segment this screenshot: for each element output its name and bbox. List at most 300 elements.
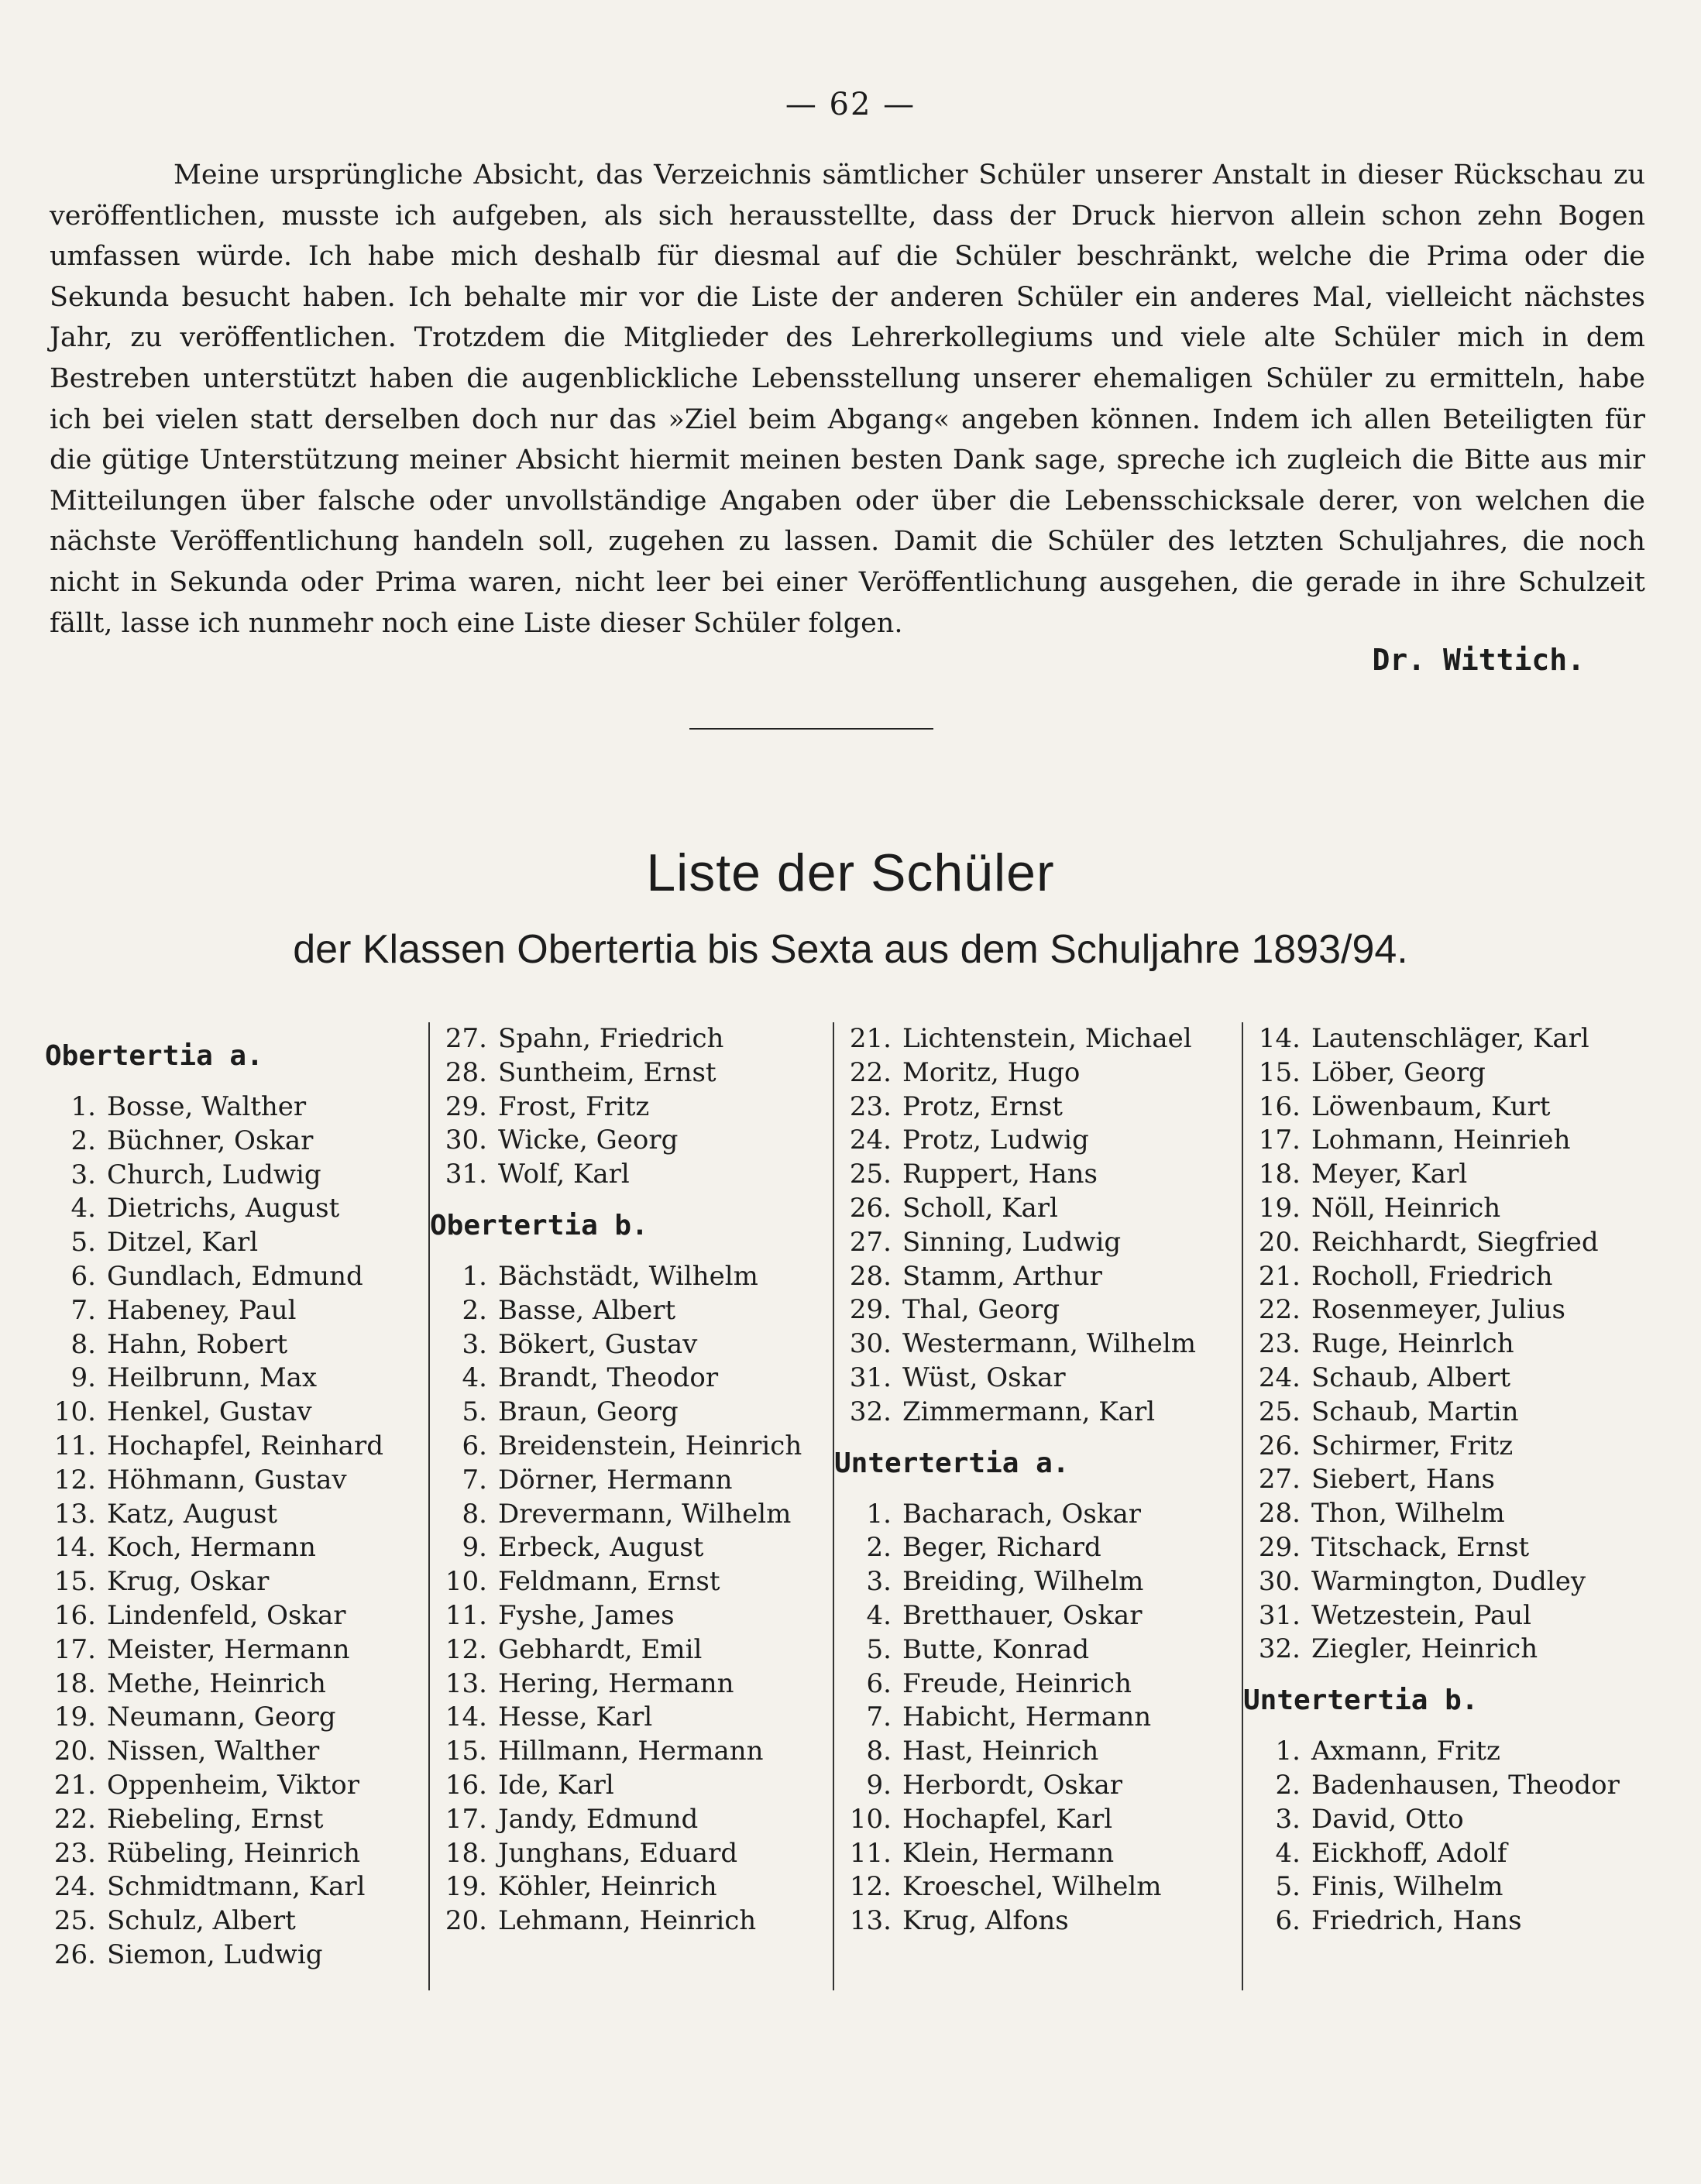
student-name: Schulz, Albert (107, 1905, 296, 1937)
student-name: Friedrich, Hans (1311, 1905, 1522, 1937)
entry-number: 15. (53, 1566, 96, 1598)
student-entry (45, 1599, 424, 1633)
column-1 (45, 1022, 424, 1990)
student-entry (45, 1125, 424, 1159)
entry-number: 32. (1258, 1633, 1301, 1665)
student-name: Hahn, Robert (107, 1328, 288, 1360)
entry-number: 10. (445, 1566, 487, 1598)
entry-number: 4. (1275, 1837, 1301, 1869)
class-heading: Untertertia b. (1243, 1684, 1479, 1717)
student-name: Eickhoff, Adolf (1311, 1837, 1507, 1869)
student-entry (840, 1293, 1241, 1327)
student-name: Titschack, Ernst (1311, 1531, 1530, 1563)
entry-number: 5. (866, 1633, 892, 1665)
student-entry (1249, 1430, 1677, 1464)
student-name: Lichtenstein, Michael (902, 1023, 1192, 1054)
entry-number: 1. (866, 1498, 892, 1530)
entry-number: 3. (462, 1328, 487, 1360)
student-name: Krug, Oskar (107, 1566, 270, 1598)
student-entry (436, 1531, 833, 1565)
student-entry (436, 1260, 833, 1294)
student-name: Schirmer, Fritz (1311, 1430, 1514, 1461)
list-title: Liste der Schüler (646, 843, 1055, 902)
entry-number: 16. (53, 1599, 96, 1631)
student-entry (436, 1328, 833, 1362)
student-name: Wüst, Oskar (902, 1362, 1066, 1393)
student-entry (840, 1531, 1241, 1565)
entry-number: 12. (445, 1633, 487, 1665)
student-name: Bächstädt, Wilhelm (498, 1260, 758, 1292)
student-entry (436, 1124, 833, 1158)
entry-number: 19. (1258, 1192, 1301, 1224)
entry-number: 25. (53, 1905, 96, 1937)
student-name: Methe, Heinrich (107, 1667, 326, 1699)
student-name: Axmann, Fritz (1311, 1736, 1500, 1767)
student-name: Höhmann, Gustav (107, 1464, 347, 1495)
student-entry (45, 1328, 424, 1362)
student-entry (840, 1396, 1241, 1430)
student-name: Scholl, Karl (902, 1192, 1058, 1224)
student-entry (436, 1599, 833, 1633)
entry-number: 15. (445, 1736, 487, 1767)
student-name: Bökert, Gustav (498, 1328, 698, 1360)
student-name: Rosenmeyer, Julius (1311, 1294, 1565, 1326)
entry-number: 27. (1258, 1464, 1301, 1495)
entry-number: 12. (53, 1464, 96, 1495)
entry-number: 9. (462, 1532, 487, 1564)
student-entry (1249, 1124, 1677, 1158)
student-entry (840, 1633, 1241, 1667)
student-name: Basse, Albert (498, 1294, 676, 1326)
student-name: Erbeck, August (498, 1532, 704, 1564)
entry-number: 31. (849, 1362, 892, 1393)
student-entry (840, 1837, 1241, 1871)
student-list (430, 1260, 833, 1938)
student-entry (436, 1633, 833, 1667)
student-entry (1249, 1362, 1677, 1396)
student-name: Schmidtmann, Karl (107, 1871, 366, 1903)
student-name: Dörner, Hermann (498, 1464, 733, 1495)
entry-number: 4. (866, 1599, 892, 1631)
student-name: Braun, Georg (498, 1396, 679, 1428)
student-name: Klein, Hermann (902, 1837, 1115, 1869)
student-name: Stamm, Arthur (902, 1260, 1102, 1292)
entry-number: 13. (849, 1905, 892, 1937)
student-name: Brandt, Theodor (498, 1362, 719, 1394)
entry-number: 21. (849, 1023, 892, 1054)
student-name: Neumann, Georg (107, 1702, 336, 1733)
student-entry (840, 1701, 1241, 1735)
student-name: Breiding, Wilhelm (902, 1566, 1144, 1598)
entry-number: 13. (53, 1498, 96, 1530)
student-name: Protz, Ludwig (902, 1125, 1089, 1156)
entry-number: 30. (849, 1328, 892, 1360)
entry-number: 8. (70, 1328, 96, 1360)
student-entry (840, 1667, 1241, 1702)
student-name: Löber, Georg (1311, 1056, 1486, 1088)
entry-number: 19. (53, 1702, 96, 1733)
student-entry (436, 1667, 833, 1702)
entry-number: 22. (1258, 1294, 1301, 1326)
entry-number: 3. (70, 1159, 96, 1190)
student-name: Feldmann, Ernst (498, 1566, 720, 1598)
student-entry (45, 1870, 424, 1904)
student-entry (45, 1260, 424, 1294)
student-name: Bosse, Walther (107, 1091, 307, 1122)
student-entry (436, 1837, 833, 1871)
student-entry (840, 1769, 1241, 1803)
student-name: Gundlach, Edmund (107, 1260, 363, 1292)
student-entry (45, 1531, 424, 1565)
student-name: Hering, Hermann (498, 1667, 734, 1699)
entry-number: 25. (1258, 1396, 1301, 1427)
student-list (834, 1498, 1241, 1938)
entry-number: 2. (70, 1125, 96, 1156)
student-name: Hillmann, Hermann (498, 1736, 764, 1767)
student-entry (840, 1599, 1241, 1633)
student-entry (1249, 1327, 1677, 1362)
student-entry (1249, 1735, 1677, 1769)
entry-number: 29. (1258, 1531, 1301, 1563)
student-name: Schaub, Martin (1311, 1396, 1519, 1427)
student-entry (840, 1192, 1241, 1226)
student-name: Rocholl, Friedrich (1311, 1260, 1553, 1292)
entry-number: 17. (53, 1633, 96, 1665)
student-name: Oppenheim, Viktor (107, 1769, 359, 1801)
intro-paragraph: Meine ursprüngliche Absicht, das Verzeichnis sämtlicher Schüler unserer Anstalt in dieser Rückschau zu veröffentlichen, musste ich aufgeben, als sich herausstellte, dass der Druck hiervon allein schon zehn Bogen umfassen würde. Ich habe mich deshalb für diesmal auf die Schüler beschränkt, welche die Prima oder die Sekunda besucht haben. Ich behalte mir vor die Liste der anderen Schüler ein anderes Mal, vielleicht nächstes Jahr, zu veröffentlichen. Trotzdem die Mitglieder des Lehrerkollegiums und viele alte Schüler mich in dem Bestreben unterstützt haben die augenblickliche Lebensstellung unserer ehemaligen Schüler zu ermitteln, habe ich bei vielen statt derselben doch nur das »Ziel beim Abgang« angeben können. Indem ich allen Beteiligten für die gütige Unterstützung meiner Absicht hiermit meinen besten Dank sage, spreche ich zugleich die Bitte aus mir Mitteilungen über falsche oder unvollständige Angaben oder über die Lebensschicksale derer, von welchen die nächste Veröffentlichung handeln soll, zugehen zu lassen. Damit die Schüler des letzten Schuljahres, die noch nicht in Sekunda oder Prima waren, nicht leer bei einer Veröffentlichung ausgehen, die gerade in ihre Schulzeit fällt, lasse ich nunmehr noch eine Liste dieser Schüler folgen. (50, 160, 1645, 639)
entry-number: 8. (866, 1736, 892, 1767)
entry-number: 26. (53, 1938, 96, 1970)
student-entry (436, 1870, 833, 1904)
student-entry (436, 1701, 833, 1735)
entry-number: 29. (849, 1294, 892, 1326)
entry-number: 30. (445, 1125, 487, 1156)
student-entry (45, 1226, 424, 1260)
student-entry (436, 1769, 833, 1803)
student-entry (436, 1396, 833, 1430)
entry-number: 12. (849, 1871, 892, 1903)
student-entry (45, 1667, 424, 1702)
student-name: Beger, Richard (902, 1532, 1101, 1564)
entry-number: 21. (1258, 1260, 1301, 1292)
entry-number: 27. (445, 1023, 487, 1054)
student-name: Riebeling, Ernst (107, 1803, 324, 1835)
student-name: Bacharach, Oskar (902, 1498, 1141, 1530)
student-entry (45, 1803, 424, 1837)
entry-number: 2. (462, 1294, 487, 1326)
entry-number: 16. (1258, 1090, 1301, 1122)
student-entry (45, 1904, 424, 1938)
student-name: Meister, Hermann (107, 1633, 350, 1665)
student-name: Protz, Ernst (902, 1090, 1063, 1122)
entry-number: 2. (866, 1532, 892, 1564)
student-entry (45, 1362, 424, 1396)
student-name: Nöll, Heinrich (1311, 1192, 1501, 1224)
entry-number: 3. (866, 1566, 892, 1598)
class-heading: Obertertia a. (45, 1040, 263, 1072)
entry-number: 23. (849, 1090, 892, 1122)
student-entry (840, 1904, 1241, 1938)
student-name: Warmington, Dudley (1311, 1565, 1586, 1597)
student-name: Zimmermann, Karl (902, 1396, 1156, 1427)
student-entry (45, 1938, 424, 1973)
entry-number: 30. (1258, 1565, 1301, 1597)
class-heading: Obertertia b. (430, 1209, 648, 1241)
entry-number: 26. (849, 1192, 892, 1224)
student-name: Finis, Wilhelm (1311, 1871, 1503, 1903)
entry-number: 7. (866, 1702, 892, 1733)
student-entry (436, 1294, 833, 1328)
student-name: Dietrichs, August (107, 1193, 340, 1224)
entry-number: 13. (445, 1667, 487, 1699)
student-entry (1249, 1565, 1677, 1599)
student-name: Büchner, Oskar (107, 1125, 314, 1156)
student-name: Lautenschläger, Karl (1311, 1023, 1589, 1054)
student-list (430, 1022, 833, 1192)
separator-rule (689, 728, 933, 730)
entry-number: 22. (53, 1803, 96, 1835)
entry-number: 4. (462, 1362, 487, 1394)
student-name: Freude, Heinrich (902, 1667, 1132, 1699)
student-entry (45, 1633, 424, 1667)
entry-number: 28. (849, 1260, 892, 1292)
student-name: Wetzestein, Paul (1311, 1599, 1532, 1631)
student-name: Junghans, Eduard (498, 1837, 738, 1869)
entry-number: 7. (462, 1464, 487, 1495)
entry-number: 1. (1275, 1736, 1301, 1767)
student-entry (436, 1056, 833, 1090)
student-list (834, 1022, 1241, 1430)
entry-number: 19. (445, 1871, 487, 1903)
signature: Dr. Wittich. (1372, 643, 1585, 677)
student-entry (1249, 1090, 1677, 1125)
student-entry (840, 1056, 1241, 1090)
student-entry (1249, 1769, 1677, 1803)
student-entry (840, 1803, 1241, 1837)
student-name: David, Otto (1311, 1803, 1464, 1835)
student-entry (45, 1192, 424, 1226)
student-name: Bretthauer, Oskar (902, 1599, 1143, 1631)
entry-number: 6. (70, 1260, 96, 1292)
entry-number: 11. (53, 1430, 96, 1461)
entry-number: 5. (462, 1396, 487, 1428)
student-entry (436, 1498, 833, 1532)
student-name: Suntheim, Ernst (498, 1056, 716, 1088)
entry-number: 18. (1258, 1159, 1301, 1190)
student-entry (840, 1498, 1241, 1532)
entry-number: 25. (849, 1159, 892, 1190)
entry-number: 5. (1275, 1871, 1301, 1903)
student-entry (436, 1735, 833, 1769)
student-name: Kroeschel, Wilhelm (902, 1871, 1162, 1903)
student-name: Hesse, Karl (498, 1702, 653, 1733)
student-name: Katz, August (107, 1498, 278, 1530)
student-entry (436, 1090, 833, 1125)
entry-number: 28. (1258, 1498, 1301, 1530)
student-entry (840, 1260, 1241, 1294)
student-entry (45, 1498, 424, 1532)
student-name: Hast, Heinrich (902, 1736, 1099, 1767)
student-entry (436, 1904, 833, 1938)
student-entry (45, 1294, 424, 1328)
entry-number: 11. (849, 1837, 892, 1869)
entry-number: 32. (849, 1396, 892, 1427)
entry-number: 20. (53, 1736, 96, 1767)
student-name: Moritz, Hugo (902, 1056, 1081, 1088)
student-name: Frost, Fritz (498, 1090, 650, 1122)
student-name: Breidenstein, Heinrich (498, 1430, 802, 1461)
student-entry (1249, 1293, 1677, 1327)
student-name: Butte, Konrad (902, 1633, 1090, 1665)
student-entry (436, 1362, 833, 1396)
student-entry (1249, 1837, 1677, 1871)
student-entry (45, 1735, 424, 1769)
entry-number: 23. (1258, 1328, 1301, 1360)
student-entry (45, 1464, 424, 1498)
student-name: Meyer, Karl (1311, 1159, 1468, 1190)
student-entry (1249, 1904, 1677, 1938)
student-entry (1249, 1022, 1677, 1056)
entry-number: 6. (462, 1430, 487, 1461)
entry-number: 29. (445, 1090, 487, 1122)
class-heading: Untertertia a. (834, 1447, 1070, 1479)
entry-number: 9. (70, 1362, 96, 1394)
entry-number: 17. (1258, 1125, 1301, 1156)
column-2 (428, 1022, 833, 1990)
student-entry (45, 1396, 424, 1430)
entry-number: 24. (1258, 1362, 1301, 1393)
student-entry (840, 1226, 1241, 1260)
student-entry (840, 1735, 1241, 1769)
entry-number: 5. (70, 1227, 96, 1259)
student-entry (436, 1803, 833, 1837)
student-name: Fyshe, James (498, 1599, 675, 1631)
student-name: Lehmann, Heinrich (498, 1905, 757, 1937)
entry-number: 17. (445, 1803, 487, 1835)
entry-number: 10. (53, 1396, 96, 1428)
student-entry (1249, 1463, 1677, 1497)
student-name: Church, Ludwig (107, 1159, 321, 1190)
student-name: Krug, Alfons (902, 1905, 1069, 1937)
student-entry (840, 1870, 1241, 1904)
student-name: Ruppert, Hans (902, 1159, 1098, 1190)
entry-number: 26. (1258, 1430, 1301, 1461)
student-name: Ziegler, Heinrich (1311, 1633, 1538, 1665)
student-entry (1249, 1870, 1677, 1904)
student-entry (45, 1565, 424, 1599)
student-entry (436, 1565, 833, 1599)
student-entry (1249, 1056, 1677, 1090)
student-name: Badenhausen, Theodor (1311, 1769, 1620, 1801)
student-name: Ruge, Heinrlch (1311, 1328, 1514, 1360)
student-entry (1249, 1599, 1677, 1633)
entry-number: 4. (70, 1193, 96, 1224)
student-entry (436, 1022, 833, 1056)
entry-number: 31. (445, 1159, 487, 1190)
list-subtitle: der Klassen Obertertia bis Sexta aus dem Schuljahre 1893/94. (293, 927, 1408, 972)
student-entry (840, 1124, 1241, 1158)
student-name: Sinning, Ludwig (902, 1226, 1122, 1258)
student-entry (1249, 1803, 1677, 1837)
student-entry (1249, 1531, 1677, 1565)
student-name: Rübeling, Heinrich (107, 1837, 361, 1869)
entry-number: 20. (445, 1905, 487, 1937)
student-name: Habeney, Paul (107, 1294, 297, 1326)
student-entry (45, 1837, 424, 1871)
student-name: Heilbrunn, Max (107, 1362, 318, 1394)
student-entry (1249, 1226, 1677, 1260)
entry-number: 1. (462, 1260, 487, 1292)
entry-number: 1. (70, 1091, 96, 1122)
column-3 (833, 1022, 1241, 1990)
student-name: Koch, Hermann (107, 1532, 316, 1564)
student-name: Jandy, Edmund (498, 1803, 699, 1835)
entry-number: 16. (445, 1769, 487, 1801)
entry-number: 8. (462, 1498, 487, 1530)
student-entry (840, 1565, 1241, 1599)
student-list (1243, 1735, 1677, 1938)
student-name: Siebert, Hans (1311, 1464, 1495, 1495)
entry-number: 6. (866, 1667, 892, 1699)
student-name: Drevermann, Wilhelm (498, 1498, 792, 1530)
student-entry (436, 1464, 833, 1498)
student-name: Henkel, Gustav (107, 1396, 312, 1428)
student-entry (1249, 1633, 1677, 1667)
student-name: Reichhardt, Siegfried (1311, 1226, 1599, 1258)
entry-number: 14. (445, 1702, 487, 1733)
entry-number: 18. (445, 1837, 487, 1869)
student-name: Thal, Georg (902, 1294, 1060, 1326)
entry-number: 28. (445, 1056, 487, 1088)
student-name: Wicke, Georg (498, 1125, 679, 1156)
student-name: Löwenbaum, Kurt (1311, 1090, 1551, 1122)
column-4 (1242, 1022, 1677, 1990)
student-entry (1249, 1192, 1677, 1226)
student-entry (840, 1022, 1241, 1056)
entry-number: 14. (53, 1532, 96, 1564)
student-entry (45, 1430, 424, 1464)
entry-number: 3. (1275, 1803, 1301, 1835)
student-name: Habicht, Hermann (902, 1702, 1152, 1733)
student-name: Hochapfel, Karl (902, 1803, 1113, 1835)
student-name: Nissen, Walther (107, 1736, 320, 1767)
entry-number: 27. (849, 1226, 892, 1258)
student-entry (45, 1701, 424, 1735)
student-name: Köhler, Heinrich (498, 1871, 717, 1903)
student-entry (1249, 1396, 1677, 1430)
entry-number: 20. (1258, 1226, 1301, 1258)
student-name: Thon, Wilhelm (1311, 1498, 1505, 1530)
entry-number: 24. (849, 1125, 892, 1156)
student-entry (45, 1159, 424, 1193)
entry-number: 2. (1275, 1769, 1301, 1801)
student-name: Schaub, Albert (1311, 1362, 1511, 1393)
student-name: Siemon, Ludwig (107, 1938, 323, 1970)
student-name: Lindenfeld, Oskar (107, 1599, 346, 1631)
student-entry (436, 1430, 833, 1464)
student-entry (840, 1090, 1241, 1125)
student-name: Gebhardt, Emil (498, 1633, 703, 1665)
student-entry (840, 1158, 1241, 1192)
student-entry (45, 1769, 424, 1803)
student-name: Ditzel, Karl (107, 1227, 259, 1259)
student-entry (1249, 1260, 1677, 1294)
entry-number: 7. (70, 1294, 96, 1326)
student-name: Spahn, Friedrich (498, 1023, 724, 1054)
student-name: Westermann, Wilhelm (902, 1328, 1196, 1360)
student-name: Ide, Karl (498, 1769, 614, 1801)
student-entry (1249, 1158, 1677, 1192)
